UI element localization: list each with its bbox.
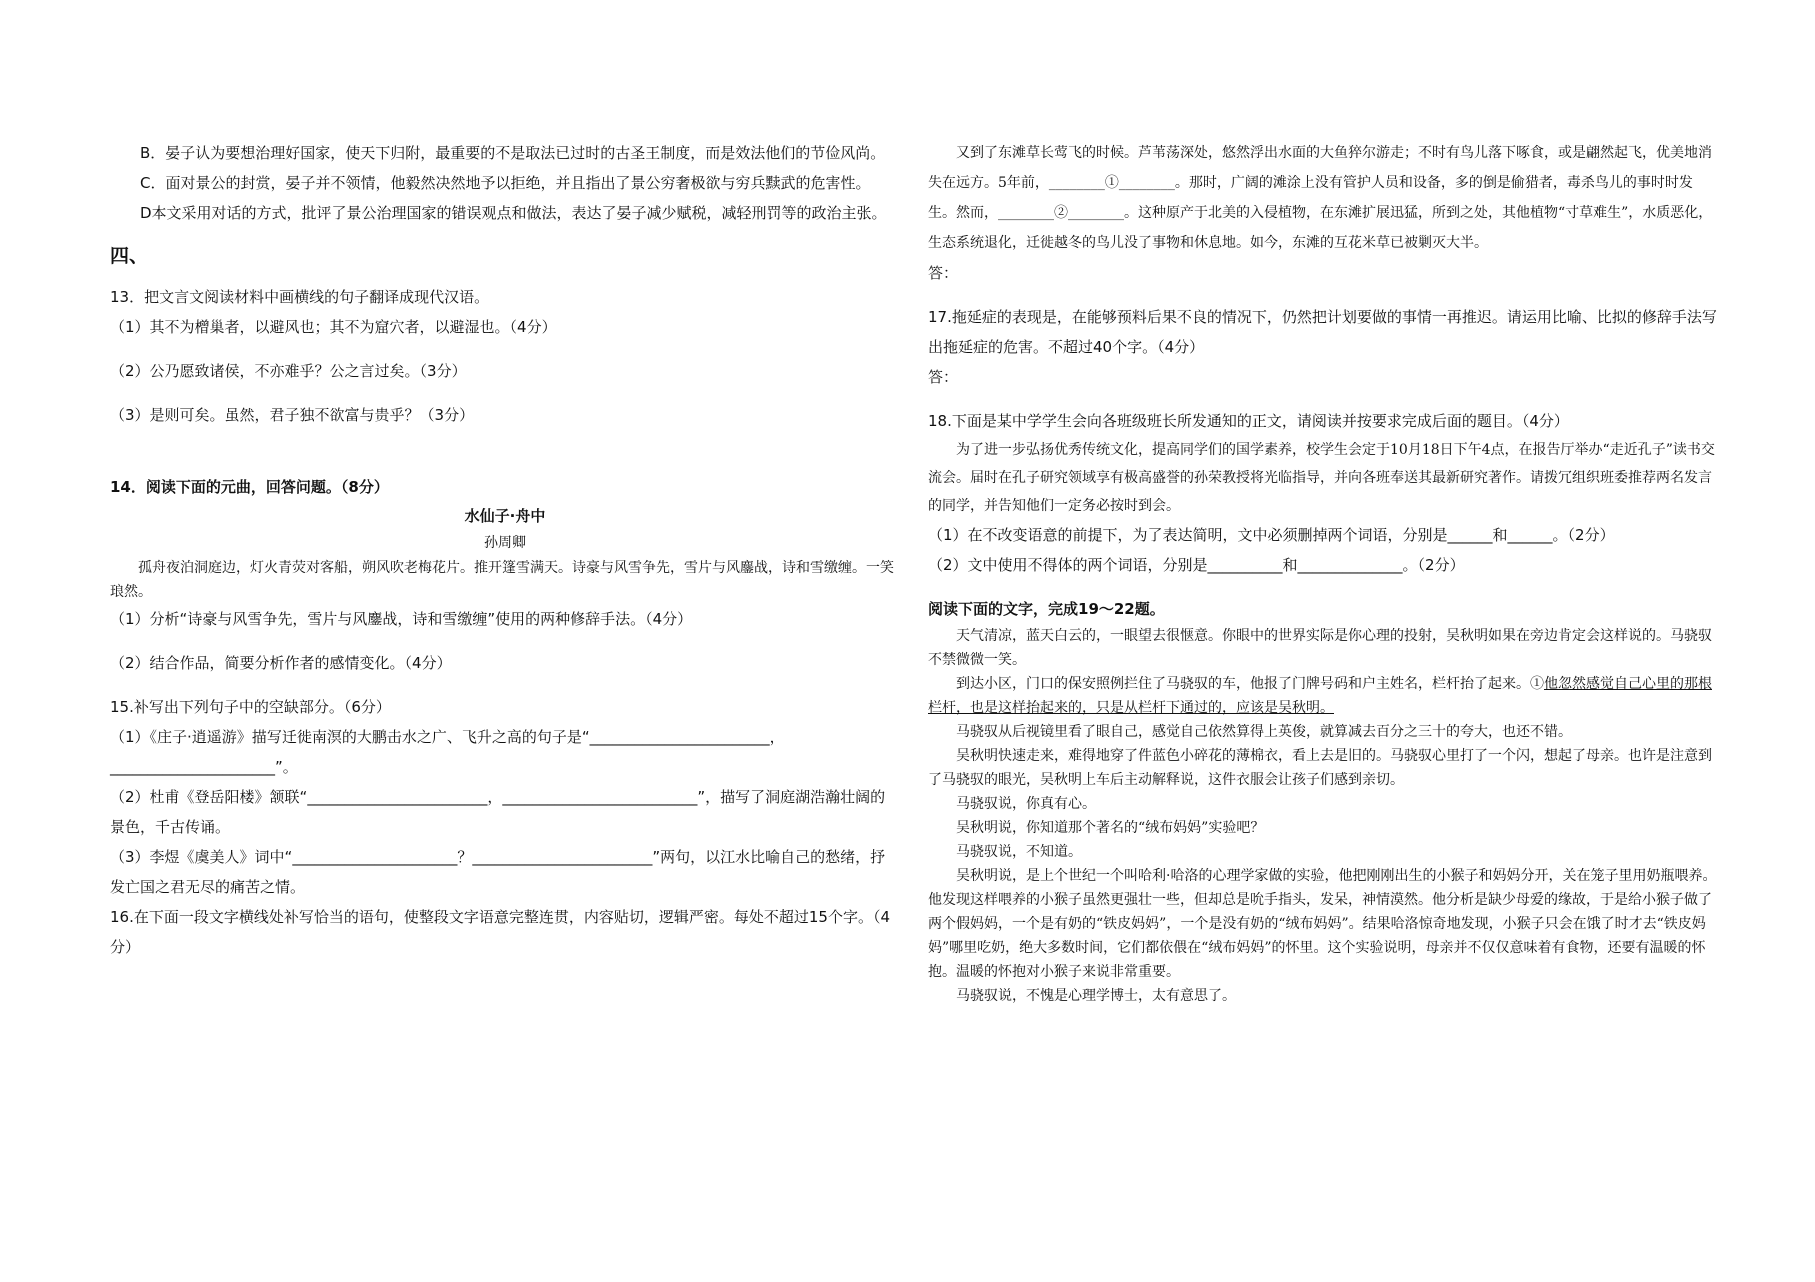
question-15: 15.补写出下列句子中的空缺部分。（6分） — [110, 698, 391, 716]
story-paragraph-4: 吴秋明快速走来，难得地穿了件蓝色小碎花的薄棉衣，看上去是旧的。马骁驭心里打了一个闪，想起了母亲。也许是注意到了马骁驭的眼光，吴秋明上车后主动解释说，这件衣服会让孩子们感到亲切。 — [928, 748, 1712, 788]
question-15-1: （1）《庄子·逍遥游》描写迁徙南溟的大鹏击水之广、飞升之高的句子是“________________________，______________________”。 — [110, 728, 785, 776]
poem-author: 孙周卿 — [484, 535, 526, 551]
question-15-3: （3）李煜《虞美人》词中“______________________？________________________”两句，以江水比喻自己的愁绪，抒发亡国之君无尽的痛苦之情。 — [110, 848, 886, 896]
option-b: B．晏子认为要想治理好国家，使天下归附，最重要的不是取法已过时的古圣王制度，而是效法他们的节俭风尚。 — [140, 144, 886, 162]
story-paragraph-3: 马骁驭从后视镜里看了眼自己，感觉自己依然算得上英俊，就算减去百分之三十的夸大，也还不错。 — [956, 724, 1572, 740]
question-13-3: （3）是则可矣。虽然，君子独不欲富与贵乎？（3分） — [110, 406, 475, 424]
question-18-notice: 为了进一步弘扬优秀传统文化，提高同学们的国学素养，校学生会定于10月18日下午4点，在报告厅举办“走近孔子”读书交流会。届时在孔子研究领域享有极高盛誉的孙荣教授将光临指导，并向各班奉送其最新研究著作。请拨冗组织班委推荐两名发言的同学，并告知他们一定务必按时到会。 — [928, 442, 1715, 514]
story-paragraph-5: 马骁驭说，你真有心。 — [956, 796, 1096, 812]
question-17: 17.拖延症的表现是，在能够预料后果不良的情况下，仍然把计划要做的事情一再推迟。请运用比喻、比拟的修辞手法写出拖延症的危害。不超过40个字。（4分） — [928, 308, 1717, 356]
question-14: 14．阅读下面的元曲，回答问题。（8分） — [110, 478, 389, 496]
poem-text: 孤舟夜泊洞庭边，灯火青荧对客船，朔风吹老梅花片。推开篷雪满天。诗豪与风雪争先，雪片与风鏖战，诗和雪缴缠。一笑琅然。 — [110, 560, 894, 600]
answer-label-1: 答： — [928, 264, 959, 282]
story-paragraph-6: 吴秋明说，你知道那个著名的“绒布妈妈”实验吧？ — [956, 820, 1265, 836]
question-16: 16.在下面一段文字横线处补写恰当的语句，使整段文字语意完整连贯，内容贴切，逻辑严密。每处不超过15个字。（4分） — [110, 908, 890, 956]
story-paragraph-9: 马骁驭说，不愧是心理学博士，太有意思了。 — [956, 988, 1236, 1004]
question-18-1: （1）在不改变语意的前提下，为了表达简明，文中必须删掉两个词语，分别是______和______。（2分） — [928, 526, 1615, 544]
story-paragraph-8: 吴秋明说，是上个世纪一个叫哈利·哈洛的心理学家做的实验，他把刚刚出生的小猴子和妈妈分开，关在笼子里用奶瓶喂养。他发现这样喂养的小猴子虽然更强壮一些，但却总是吮手指头，发呆，神情漠然。他分析是缺少母爱的缘故，于是给小猴子做了两个假妈妈，一个是有奶的“铁皮妈妈”，一个是没有奶的“绒布妈妈”。结果哈洛惊奇地发现，小猴子只会在饿了时才去“铁皮妈妈”哪里吃奶，绝大多数时间，它们都依偎在“绒布妈妈”的怀里。这个实验说明，母亲并不仅仅意味着有食物，还要有温暖的怀抱。温暖的怀抱对小猴子来说非常重要。 — [928, 868, 1717, 980]
question-14-2: （2）结合作品，简要分析作者的感情变化。（4分） — [110, 654, 452, 672]
question-13-1: （1）其不为橧巢者，以避风也；其不为窟穴者，以避湿也。（4分） — [110, 318, 557, 336]
question-13: 13．把文言文阅读材料中画横线的句子翻译成现代汉语。 — [110, 288, 490, 306]
left-column — [110, 138, 900, 962]
question-18-2: （2）文中使用不得体的两个词语，分别是__________和______________。（2分） — [928, 556, 1465, 574]
question-18: 18.下面是某中学学生会向各班级班长所发通知的正文，请阅读并按要求完成后面的题目。（4分） — [928, 412, 1569, 430]
question-15-2: （2）杜甫《登岳阳楼》颔联“________________________，__________________________”，描写了洞庭湖浩瀚壮阔的景色，千古传诵。 — [110, 788, 886, 836]
answer-label-2: 答： — [928, 368, 959, 386]
option-c: C．面对景公的封赏，晏子并不领情，他毅然决然地予以拒绝，并且指出了景公穷奢极欲与穷兵黩武的危害性。 — [140, 174, 871, 192]
question-13-2: （2）公乃愿致诸侯，不亦难乎？公之言过矣。（3分） — [110, 362, 467, 380]
reading-heading: 阅读下面的文字，完成19～22题。 — [928, 600, 1165, 618]
question-16-passage: 又到了东滩草长莺飞的时候。芦苇荡深处，悠然浮出水面的大鱼猝尔游走；不时有鸟儿落下啄食，或是翩然起飞，优美地消失在远方。5年前，________①________。那时，广阔的滩涂上没有管护人员和设备，多的倒是偷猎者，毒杀鸟儿的事时时发生。然而，________②________。这种原产于北美的入侵植物，在东滩扩展迅猛，所到之处，其他植物“寸草难生”，水质恶化，生态系统退化，迁徙越冬的鸟儿没了事物和休息地。如今，东滩的互花米草已被剿灭大半。 — [928, 145, 1713, 251]
underlined-sentence: 他忽然感觉自己心里的那根栏杆，也是这样抬起来的，只是从栏杆下通过的，应该是吴秋明。 — [928, 676, 1712, 716]
option-d: D本文采用对话的方式，批评了景公治理国家的错误观点和做法，表达了晏子减少赋税，减轻刑罚等的政治主张。 — [140, 204, 887, 222]
story-paragraph-2 — [928, 672, 1718, 720]
story-paragraph-7: 马骁驭说，不知道。 — [956, 844, 1082, 860]
right-column — [928, 138, 1718, 1008]
section-heading: 四、 — [110, 245, 149, 267]
story-paragraph-1: 天气清凉，蓝天白云的，一眼望去很惬意。你眼中的世界实际是你心理的投射，吴秋明如果在旁边肯定会这样说的。马骁驭不禁微微一笑。 — [928, 628, 1712, 668]
question-14-1: （1）分析“诗豪与风雪争先，雪片与风鏖战，诗和雪缴缠”使用的两种修辞手法。（4分） — [110, 610, 693, 628]
story-paragraph-2-text: 到达小区，门口的保安照例拦住了马骁驭的车，他报了门牌号码和户主姓名，栏杆抬了起来。① — [956, 676, 1544, 692]
poem-title: 水仙子·舟中 — [464, 507, 546, 525]
